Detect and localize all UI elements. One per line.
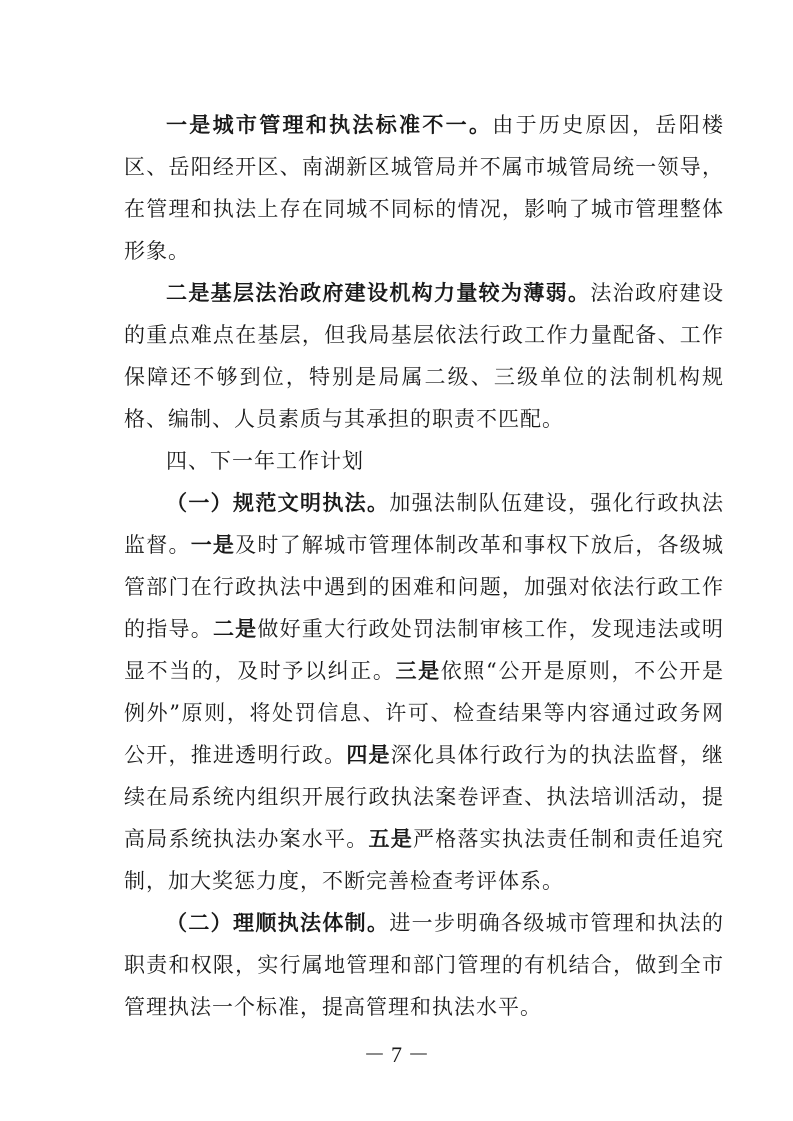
paragraph-enforcement-system (124, 902, 724, 1028)
paragraph-text: 及时了解城市管理体制改革和事权下放后，各级城管部门在行政执法中遇到的困难和问题，加强对依法行政工作的指导。 (124, 533, 725, 641)
section-heading-text: 四、下一年工作计划 (166, 449, 364, 473)
paragraph-text: 深化具体行政行为的执法监督，继续在局系统内组织开展行政执法案卷评查、执法培训活动，提高局系统执法办案水平。 (124, 743, 725, 851)
paragraph-text: 严格落实执法责任制和责任追究制，加大奖惩力度，不断完善检查考评体系。 (124, 827, 725, 893)
item-marker: 五是 (368, 827, 414, 851)
paragraph-heading: （一）规范文明执法。 (166, 491, 390, 515)
document-body (124, 104, 724, 1028)
paragraph-standards (124, 104, 724, 272)
page-number: － 7 － (363, 1042, 430, 1067)
paragraph-heading: 二是基层法治政府建设机构力量较为薄弱。 (166, 281, 591, 305)
paragraph-text: 做好重大行政处罚法制审核工作，发现违法或明显不当的，及时予以纠正。 (124, 617, 725, 683)
paragraph-text: 加强法制队伍建设，强化行政执法监督。 (124, 491, 725, 557)
item-marker: 四是 (346, 743, 391, 767)
paragraph-heading: （二）理顺执法体制。 (166, 911, 390, 935)
item-marker: 二是 (212, 617, 258, 641)
paragraph-standardize-enforcement (124, 482, 724, 902)
paragraph-text: 由于历史原因，岳阳楼区、岳阳经开区、南湖新区城管局并不属市城管局统一领导，在管理和执法上存在同城不同标的情况，影响了城市管理整体形象。 (124, 113, 725, 263)
item-marker: 三是 (395, 659, 441, 683)
item-marker: 一是 (190, 533, 236, 557)
paragraph-grassroots (124, 272, 724, 440)
paragraph-text: 法治政府建设的重点难点在基层，但我局基层依法行政工作力量配备、工作保障还不够到位，特别是局属二级、三级单位的法制机构规格、编制、人员素质与其承担的职责不匹配。 (124, 281, 725, 431)
section-heading-next-year-plan (124, 440, 724, 482)
paragraph-text: 进一步明确各级城市管理和执法的职责和权限，实行属地管理和部门管理的有机结合，做到全市管理执法一个标准，提高管理和执法水平。 (124, 911, 725, 1019)
paragraph-text: 依照“公开是原则，不公开是例外”原则，将处罚信息、许可、检查结果等内容通过政务网公开，推进透明行政。 (124, 659, 724, 767)
paragraph-heading: 一是城市管理和执法标准不一。 (166, 113, 493, 137)
